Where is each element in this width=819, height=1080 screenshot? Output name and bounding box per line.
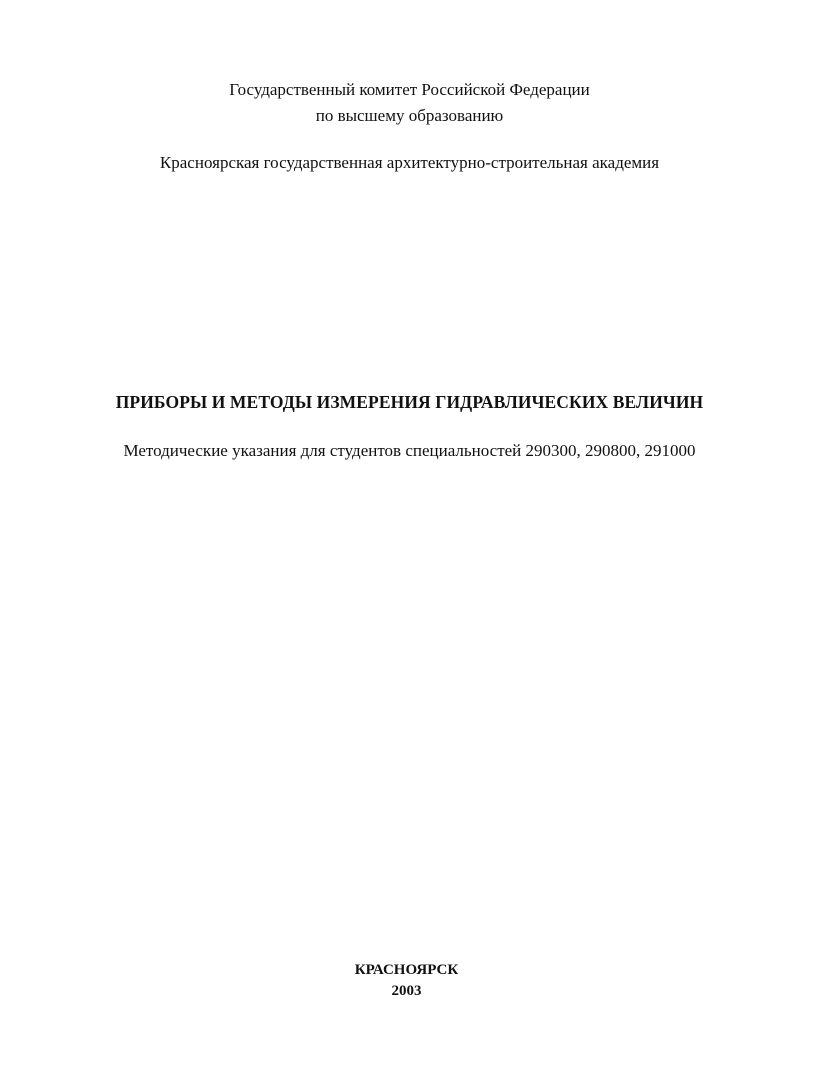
committee-line-1: Государственный комитет Российской Федерации — [229, 80, 590, 99]
document-subtitle: Методические указания для студентов специальностей 290300, 290800, 291000 — [123, 441, 696, 460]
publication-year: 2003 — [391, 983, 422, 999]
publication-city: КРАСНОЯРСК — [354, 962, 459, 978]
document-title: ПРИБОРЫ И МЕТОДЫ ИЗМЕРЕНИЯ ГИДРАВЛИЧЕСКИХ ВЕЛИЧИН — [115, 392, 704, 412]
committee-line-2: по высшему образованию — [315, 106, 504, 125]
academy-name: Красноярская государственная архитектурно-строительная академия — [159, 153, 660, 172]
